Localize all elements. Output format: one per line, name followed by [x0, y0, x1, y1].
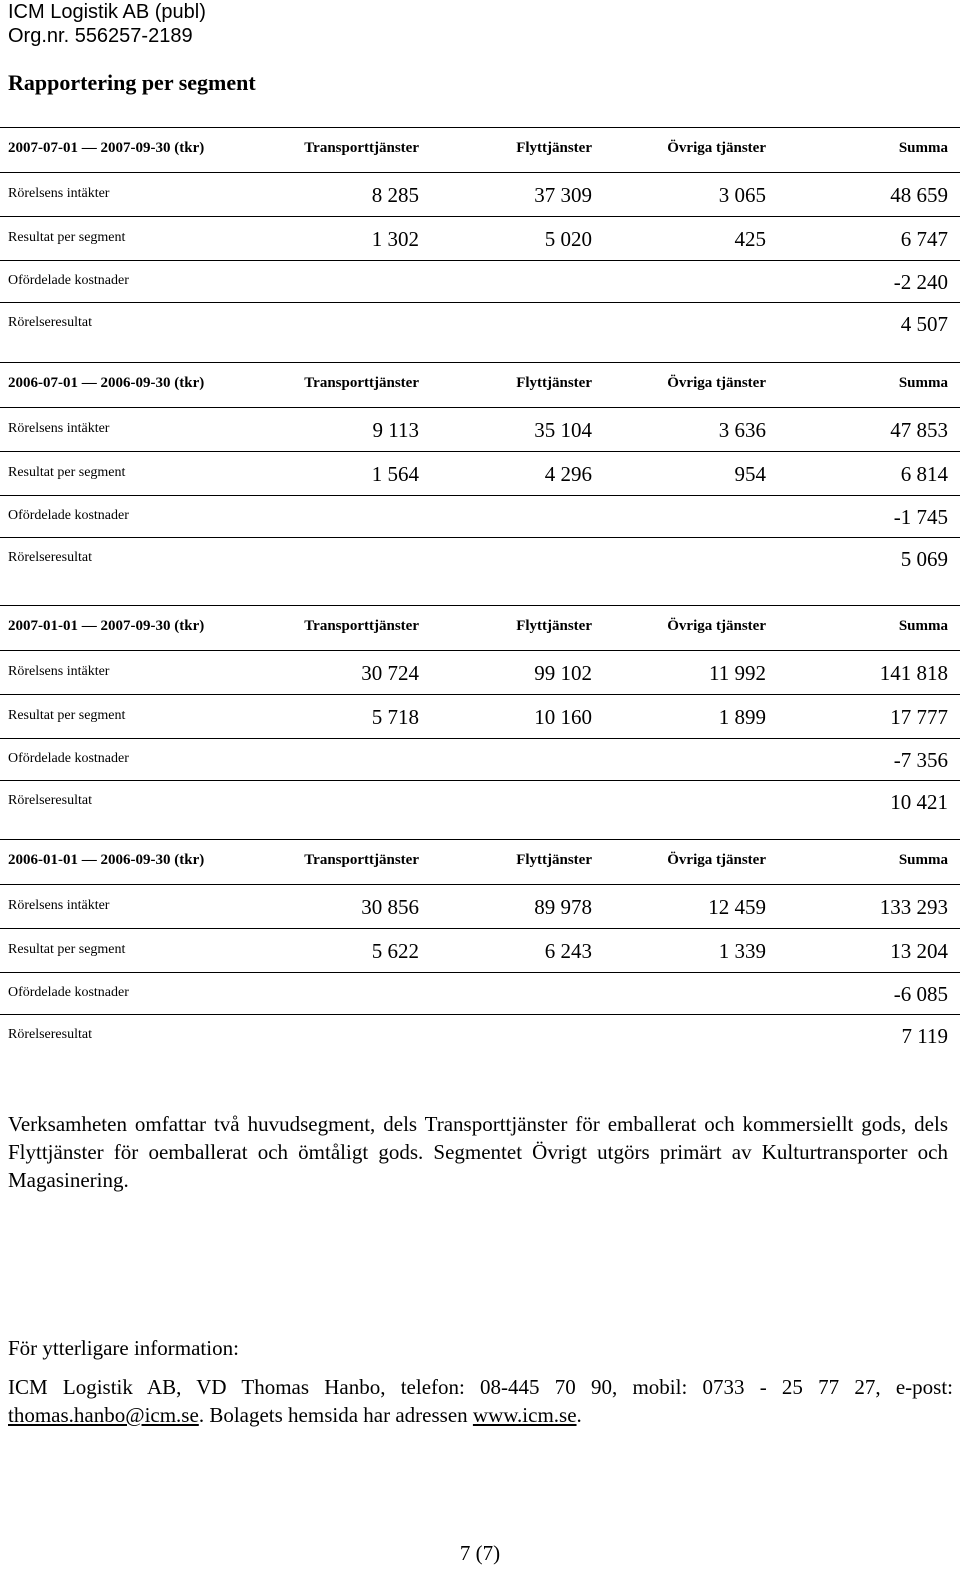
cell-value: 47 853 [890, 418, 948, 442]
table-row [0, 495, 960, 538]
table-row [0, 172, 960, 217]
contact-line: ICM Logistik AB, VD Thomas Hanbo, telefon: 08-445 70 90, mobil: 0733 - 25 77 27, e-post: [8, 1375, 953, 1399]
table-row [0, 407, 960, 452]
row-label: Ofördelade kostnader [8, 751, 129, 766]
cell-value: -2 240 [893, 270, 948, 294]
cell-value: 141 818 [879, 661, 948, 685]
table-row [0, 738, 960, 781]
column-header: Flyttjänster [516, 618, 592, 634]
table-row [0, 884, 960, 929]
period-label: 2007-01-01 — 2007-09-30 (tkr) [8, 618, 205, 634]
cell-value: 37 309 [534, 183, 592, 207]
cell-value: 5 069 [900, 547, 948, 571]
row-label: Rörelsens intäkter [8, 186, 110, 201]
cell-value: 5 718 [371, 705, 419, 729]
row-label: Ofördelade kostnader [8, 508, 129, 523]
cell-value: 8 285 [371, 183, 419, 207]
table-row [0, 260, 960, 303]
row-label: Rörelseresultat [8, 793, 92, 808]
column-header: Flyttjänster [516, 140, 592, 156]
cell-value: 1 899 [718, 705, 766, 729]
column-header: Summa [898, 140, 948, 156]
cell-value: 30 856 [361, 895, 419, 919]
column-header: Övriga tjänster [667, 140, 766, 156]
table-row [0, 537, 960, 580]
contact-heading: För ytterligare information: [8, 1336, 239, 1360]
row-label: Ofördelade kostnader [8, 273, 129, 288]
cell-value: 30 724 [361, 661, 419, 685]
column-header: Summa [898, 618, 948, 634]
column-header: Övriga tjänster [667, 852, 766, 868]
table-row [0, 216, 960, 261]
cell-value: 13 204 [890, 939, 948, 963]
page-number: 7 (7) [459, 1541, 501, 1565]
column-header: Övriga tjänster [667, 618, 766, 634]
segment-header [0, 839, 960, 880]
cell-value: 10 421 [890, 790, 948, 814]
column-header: Transporttjänster [304, 852, 419, 868]
table-row [0, 1014, 960, 1057]
row-label: Ofördelade kostnader [8, 985, 129, 1000]
email-link[interactable]: thomas.hanbo@icm.se [8, 1403, 199, 1427]
column-header: Flyttjänster [516, 375, 592, 391]
cell-value: 133 293 [879, 895, 948, 919]
row-label: Rörelseresultat [8, 550, 92, 565]
cell-value: 6 814 [900, 462, 948, 486]
cell-value: -6 085 [893, 982, 948, 1006]
column-header: Transporttjänster [304, 375, 419, 391]
cell-value: 4 296 [544, 462, 592, 486]
column-header: Övriga tjänster [667, 375, 766, 391]
column-header: Flyttjänster [516, 852, 592, 868]
table-row [0, 650, 960, 695]
cell-value: 6 243 [544, 939, 592, 963]
cell-value: 4 507 [900, 312, 948, 336]
column-header: Transporttjänster [304, 140, 419, 156]
cell-value: 425 [734, 227, 766, 251]
column-header: Summa [898, 375, 948, 391]
website-link[interactable]: www.icm.se [472, 1403, 577, 1427]
cell-value: 17 777 [890, 705, 948, 729]
period-label: 2006-07-01 — 2006-09-30 (tkr) [8, 375, 205, 391]
period-label: 2007-07-01 — 2007-09-30 (tkr) [8, 140, 205, 156]
table-row [0, 302, 960, 345]
column-header: Summa [898, 852, 948, 868]
cell-value: 5 622 [371, 939, 419, 963]
cell-value: 10 160 [534, 705, 592, 729]
row-label: Resultat per segment [8, 465, 126, 480]
contact-end: . [576, 1403, 582, 1427]
table-row [0, 694, 960, 739]
contact-middle: . Bolagets hemsida har adressen [198, 1403, 473, 1427]
row-label: Rörelsens intäkter [8, 898, 110, 913]
row-label: Rörelsens intäkter [8, 421, 110, 436]
cell-value: 11 992 [709, 661, 766, 685]
cell-value: -1 745 [893, 505, 948, 529]
cell-value: 1 302 [371, 227, 419, 251]
cell-value: 3 636 [718, 418, 766, 442]
page-title: Rapportering per segment [8, 70, 256, 95]
cell-value: 6 747 [900, 227, 948, 251]
row-label: Rörelsens intäkter [8, 664, 110, 679]
cell-value: 1 339 [718, 939, 766, 963]
period-label: 2006-01-01 — 2006-09-30 (tkr) [8, 852, 205, 868]
row-label: Resultat per segment [8, 230, 126, 245]
cell-value: -7 356 [893, 748, 948, 772]
table-row [0, 972, 960, 1015]
cell-value: 99 102 [534, 661, 592, 685]
column-header: Transporttjänster [304, 618, 419, 634]
row-label: Resultat per segment [8, 942, 126, 957]
table-row [0, 780, 960, 823]
contact-block [8, 1373, 953, 1429]
cell-value: 9 113 [372, 418, 419, 442]
cell-value: 48 659 [890, 183, 948, 207]
row-label: Rörelseresultat [8, 1027, 92, 1042]
cell-value: 3 065 [718, 183, 766, 207]
table-row [0, 451, 960, 496]
company-header [8, 0, 206, 48]
org-number: Org.nr. 556257-2189 [8, 25, 193, 47]
cell-value: 89 978 [534, 895, 592, 919]
cell-value: 12 459 [708, 895, 766, 919]
segment-header [0, 605, 960, 646]
cell-value: 35 104 [534, 418, 592, 442]
segment-header [0, 362, 960, 403]
description-paragraph: Verksamheten omfattar två huvudsegment, dels Transporttjänster för emballerat och kommersiellt gods, dels Flyttjänster för oemballerat och ömtåligt gods. Segmentet Övrigt utgörs primärt av Kulturtransporter och Magasinering. [8, 1112, 948, 1192]
cell-value: 954 [734, 462, 766, 486]
segment-header [0, 127, 960, 168]
company-name: ICM Logistik AB (publ) [8, 1, 206, 23]
row-label: Rörelseresultat [8, 315, 92, 330]
row-label: Resultat per segment [8, 708, 126, 723]
cell-value: 1 564 [371, 462, 419, 486]
cell-value: 7 119 [901, 1024, 948, 1048]
table-row [0, 928, 960, 973]
cell-value: 5 020 [544, 227, 592, 251]
